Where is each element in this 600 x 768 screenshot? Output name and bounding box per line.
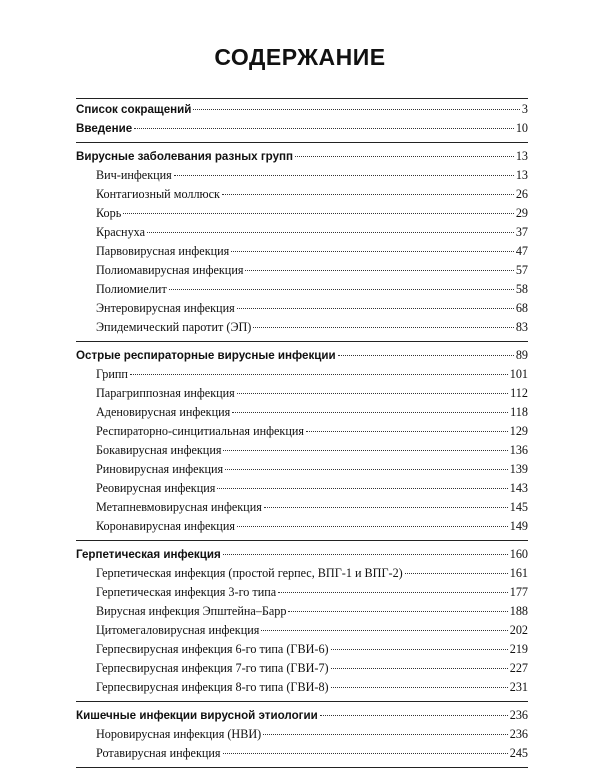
entry-page-number: 145 [509,500,528,514]
dot-leader [245,259,513,271]
entry-label: Респираторно-синцитиальная инфекция [96,424,305,438]
entry-label: Метапневмовирусная инфекция [96,500,262,514]
entry-page-number: 236 [509,727,528,741]
dot-leader [223,543,508,555]
dot-leader [123,202,514,214]
entry-label: Норовирусная инфекция (НВИ) [96,727,262,741]
dot-leader [193,98,520,110]
entry-page-number: 129 [509,424,528,438]
entry-page-number: 219 [509,642,528,656]
entry-page-number: 89 [515,348,528,362]
toc-subentry[interactable] [76,517,528,536]
entry-label: Список сокращений [76,103,192,116]
entry-page-number: 68 [515,301,528,315]
dot-leader [264,496,508,508]
entry-label: Аденовирусная инфекция [96,405,231,419]
entry-label: Бокавирусная инфекция [96,443,222,457]
entry-label: Грипп [96,367,128,381]
dot-leader [288,600,507,612]
dot-leader [320,704,508,716]
entry-page-number: 227 [509,661,528,675]
entry-page-number: 160 [509,547,528,561]
dot-leader [338,344,514,356]
entry-label: Цитомегаловирусная инфекция [96,623,260,637]
entry-label: Введение [76,122,133,135]
entry-page-number: 29 [515,206,528,220]
entry-label: Герпетическая инфекция [76,548,221,561]
entry-page-number: 231 [509,680,528,694]
entry-label: Реовирусная инфекция [96,481,216,495]
entry-label: Герпетическая инфекция 3-го типа [96,585,277,599]
entry-label: Контагиозный моллюск [96,187,220,201]
toc-heading-entry[interactable] [76,119,528,138]
entry-page-number: 177 [509,585,528,599]
dot-leader [253,316,513,328]
entry-label: Полиомавирусная инфекция [96,263,244,277]
dot-leader [134,117,514,129]
toc-subentry[interactable] [76,678,528,697]
entry-page-number: 3 [521,102,528,116]
page-title: СОДЕРЖАНИЕ [214,44,386,70]
toc-section [76,342,528,541]
entry-label: Вирусные заболевания разных групп [76,150,294,163]
entry-page-number: 188 [509,604,528,618]
dot-leader [331,657,508,669]
entry-label: Герпесвирусная инфекция 7-го типа (ГВИ-7) [96,661,329,675]
entry-label: Парвовирусная инфекция [96,244,230,258]
dot-leader [232,401,508,413]
dot-leader [237,382,508,394]
entry-page-number: 13 [515,168,528,182]
dot-leader [222,183,514,195]
dot-leader [306,420,508,432]
dot-leader [331,676,508,688]
toc-subentry[interactable] [76,744,528,763]
dot-leader [217,477,507,489]
entry-page-number: 13 [515,149,528,163]
dot-leader [231,240,514,252]
entry-label: Острые респираторные вирусные инфекции [76,349,336,362]
dot-leader [278,581,508,593]
toc-subentry[interactable] [76,318,528,337]
entry-page-number: 202 [509,623,528,637]
entry-page-number: 236 [509,708,528,722]
dot-leader [169,278,514,290]
entry-label: Вич-инфекция [96,168,172,182]
entry-label: Вирусная инфекция Эпштейна–Барр [96,604,287,618]
entry-page-number: 37 [515,225,528,239]
entry-label: Корь [96,206,122,220]
entry-page-number: 26 [515,187,528,201]
entry-label: Герпетическая инфекция (простой герпес, ВПГ-1 и ВПГ-2) [96,566,403,580]
dot-leader [261,619,507,631]
entry-label: Герпесвирусная инфекция 8-го типа (ГВИ-8) [96,680,329,694]
entry-page-number: 58 [515,282,528,296]
dot-leader [237,297,514,309]
entry-label: Эпидемический паротит (ЭП) [96,320,252,334]
dot-leader [225,458,508,470]
entry-page-number: 112 [510,386,528,400]
entry-page-number: 245 [509,746,528,760]
entry-label: Коронавирусная инфекция [96,519,235,533]
table-of-contents [76,100,528,768]
entry-label: Энтеровирусная инфекция [96,301,235,315]
entry-page-number: 149 [509,519,528,533]
entry-page-number: 10 [515,121,528,135]
entry-label: Ротавирусная инфекция [96,746,221,760]
dot-leader [223,439,507,451]
dot-leader [174,164,514,176]
entry-page-number: 118 [510,405,528,419]
entry-page-number: 57 [515,263,528,277]
entry-label: Риновирусная инфекция [96,462,224,476]
toc-section [76,702,528,768]
entry-label: Краснуха [96,225,145,239]
dot-leader [405,562,508,574]
entry-page-number: 161 [509,566,528,580]
entry-label: Парагриппозная инфекция [96,386,235,400]
dot-leader [147,221,514,233]
entry-page-number: 139 [509,462,528,476]
entry-page-number: 83 [515,320,528,334]
toc-section [76,143,528,342]
entry-label: Герпесвирусная инфекция 6-го типа (ГВИ-6) [96,642,329,656]
entry-label: Кишечные инфекции вирусной этиологии [76,709,318,722]
entry-page-number: 101 [509,367,528,381]
entry-page-number: 143 [509,481,528,495]
dot-leader [223,742,508,754]
toc-section [76,100,528,143]
toc-section [76,541,528,702]
entry-label: Полиомиелит [96,282,167,296]
entry-page-number: 47 [515,244,528,258]
dot-leader [331,638,508,650]
dot-leader [237,515,508,527]
dot-leader [130,363,508,375]
dot-leader [295,145,514,157]
entry-page-number: 136 [509,443,528,457]
dot-leader [263,723,508,735]
